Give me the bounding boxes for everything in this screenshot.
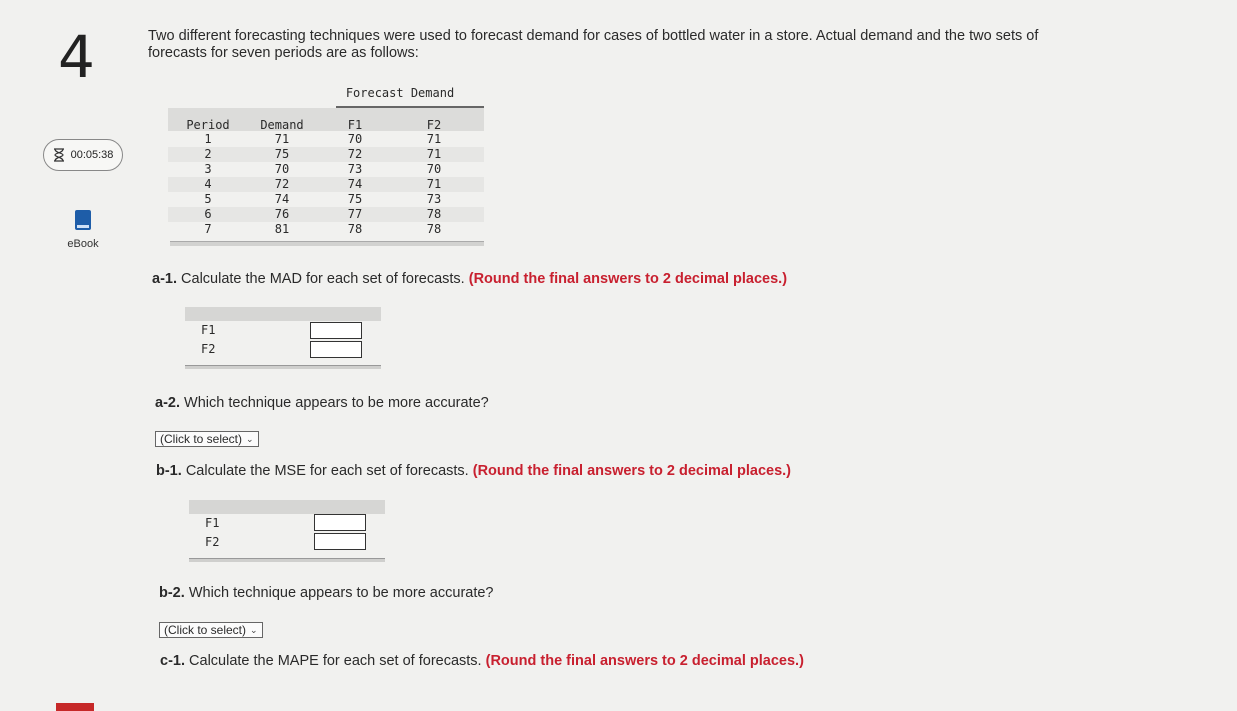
part-label: b-1.: [156, 463, 182, 479]
mad-f1-input[interactable]: [310, 322, 362, 339]
cell-demand: 76: [274, 207, 290, 221]
b2-technique-select[interactable]: [159, 622, 263, 638]
chevron-down-icon: ⌄: [246, 433, 254, 444]
cell-period: 5: [204, 192, 212, 206]
cell-f1: 72: [347, 147, 363, 161]
cell-demand: 75: [274, 147, 290, 161]
part-label: b-2.: [159, 585, 185, 601]
header-f2: F2: [426, 118, 442, 132]
answer-header-band: [185, 307, 381, 321]
header-f1: F1: [347, 118, 363, 132]
answer-header-band: [189, 500, 385, 514]
cell-f1: 74: [347, 177, 363, 191]
cell-f2: 70: [426, 162, 442, 176]
cell-demand: 70: [274, 162, 290, 176]
table-row: [168, 222, 484, 237]
timer-text: 00:05:38: [70, 149, 114, 161]
a2-technique-select[interactable]: [155, 431, 259, 447]
cell-demand: 72: [274, 177, 290, 191]
select-value: (Click to select): [160, 432, 243, 446]
row-label-f1: F1: [201, 323, 216, 337]
cell-period: 7: [204, 222, 212, 236]
mse-f1-input[interactable]: [314, 514, 366, 531]
row-label-f1: F1: [205, 516, 220, 530]
cell-f2: 71: [426, 177, 442, 191]
mse-answer-table: [189, 500, 385, 564]
hourglass-icon: [53, 148, 65, 162]
cell-period: 1: [204, 132, 212, 146]
select-value: (Click to select): [164, 623, 247, 637]
bottom-left-badge: [0, 684, 60, 711]
forecast-group-rule: [336, 106, 484, 108]
rounding-note: (Round the final answers to 2 decimal places.): [468, 271, 788, 287]
mad-f2-input[interactable]: [310, 341, 362, 358]
part-text: Which technique appears to be more accurate?: [184, 395, 489, 411]
answer-base-rule: [189, 558, 385, 562]
part-text: Calculate the MAD for each set of forecasts.: [181, 271, 465, 287]
question-a2: [155, 395, 489, 411]
question-c1: [160, 653, 804, 669]
ebook-label: eBook: [67, 238, 99, 250]
part-text: Calculate the MSE for each set of forecasts.: [185, 463, 469, 479]
row-label-f2: F2: [201, 342, 216, 356]
table-base-rule: [170, 241, 484, 246]
cell-period: 2: [204, 147, 212, 161]
cell-demand: 71: [274, 132, 290, 146]
header-demand: Demand: [260, 118, 304, 132]
rounding-note: (Round the final answers to 2 decimal places.): [472, 463, 792, 479]
part-label: a-1.: [152, 271, 177, 287]
timer[interactable]: [43, 139, 123, 171]
table-row: [168, 192, 484, 207]
table-row: [168, 162, 484, 177]
part-text: Calculate the MAPE for each set of forecasts.: [189, 653, 482, 669]
part-label: c-1.: [160, 653, 185, 669]
cell-f1: 73: [347, 162, 363, 176]
cell-f1: 78: [347, 222, 363, 236]
table-header-row: [168, 118, 484, 133]
cell-period: 6: [204, 207, 212, 221]
question-b1: [156, 463, 791, 479]
part-label: a-2.: [155, 395, 180, 411]
brand-tab: [56, 703, 94, 711]
mse-f2-input[interactable]: [314, 533, 366, 550]
cell-f2: 78: [426, 222, 442, 236]
cell-f1: 77: [347, 207, 363, 221]
forecast-group-header: Forecast Demand: [345, 86, 455, 100]
ebook-button[interactable]: [44, 198, 122, 262]
cell-demand: 81: [274, 222, 290, 236]
cell-f2: 71: [426, 147, 442, 161]
mad-answer-table: [185, 307, 381, 371]
question-number: 4: [58, 23, 95, 91]
book-icon: [75, 210, 91, 230]
answer-base-rule: [185, 365, 381, 369]
rounding-note: (Round the final answers to 2 decimal places.): [485, 653, 804, 669]
table-row: [168, 147, 484, 162]
table-row: [168, 132, 484, 147]
table-row: [168, 207, 484, 222]
cell-f2: 73: [426, 192, 442, 206]
question-b2: [159, 585, 494, 601]
chevron-down-icon: ⌄: [250, 624, 258, 635]
part-text: Which technique appears to be more accurate?: [188, 585, 494, 601]
question-intro: Two different forecasting techniques were used to forecast demand for cases of bottled water in a store. Actual demand and the two sets of forecasts for seven periods are as follows:: [148, 28, 1039, 61]
cell-period: 4: [204, 177, 212, 191]
cell-period: 3: [204, 162, 212, 176]
question-a1: [152, 271, 787, 287]
header-period: Period: [186, 118, 230, 132]
table-row: [168, 177, 484, 192]
cell-f2: 78: [426, 207, 442, 221]
cell-demand: 74: [274, 192, 290, 206]
row-label-f2: F2: [205, 535, 220, 549]
cell-f2: 71: [426, 132, 442, 146]
cell-f1: 75: [347, 192, 363, 206]
cell-f1: 70: [347, 132, 363, 146]
